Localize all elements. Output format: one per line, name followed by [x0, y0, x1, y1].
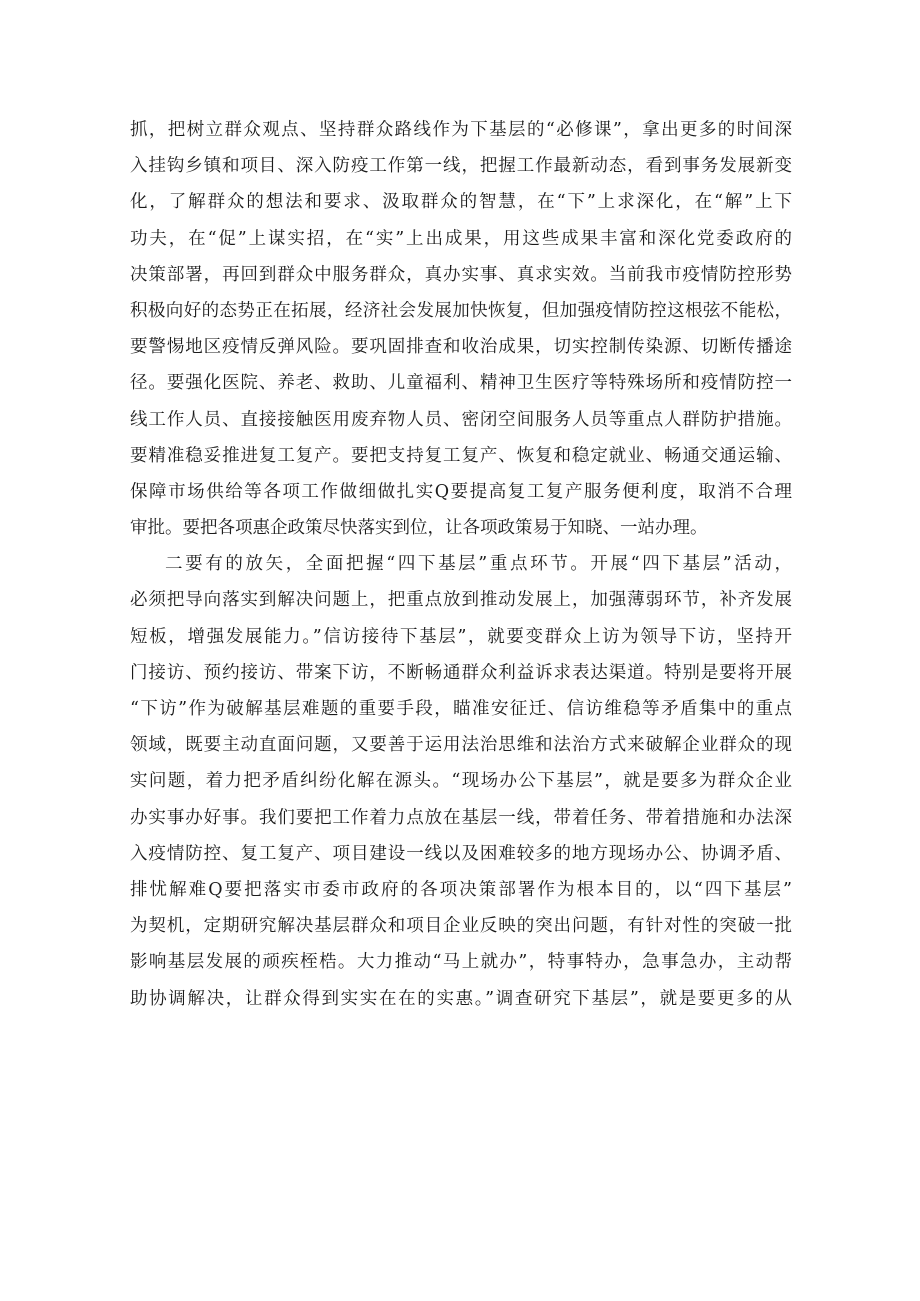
paragraph-2 [130, 546, 792, 1016]
text-line: 审批。要把各项惠企政策尽快落实到位，让各项政策易于知晓、一站办理。 [130, 518, 708, 539]
text-line: 影响基层发展的顽疾桎梏。大力推动“马上就办”，特事特办，急事急办，主动帮 [130, 952, 792, 973]
text-line: 决策部署，再回到群众中服务群众，真办实事、真求实效。当前我市疫情防控形势 [130, 264, 792, 285]
text-line: 短板，增强发展能力。”信访接待下基层”，就要变群众上访为领导下访，坚持开 [130, 626, 792, 647]
text-line: 助协调解决，让群众得到实实在在的实惠。”调查研究下基层”，就是要更多的从 [130, 988, 792, 1009]
text-line: 抓，把树立群众观点、坚持群众路线作为下基层的“必修课”，拿出更多的时间深 [130, 120, 792, 140]
text-line: 领域，既要主动直面问题，又要善于运用法治思维和法治方式来破解企业群众的现 [130, 735, 792, 756]
text-line: 排忧解难Q要把落实市委市政府的各项决策部署作为根本目的，以“四下基层” [130, 879, 792, 900]
paragraph-1 [130, 112, 792, 546]
text-line: 化，了解群众的想法和要求、汲取群众的智慧，在“下”上求深化，在“解”上下 [130, 192, 792, 213]
text-line: 要精准稳妥推进复工复产。要把支持复工复产、恢复和稳定就业、畅通交通运输、 [130, 445, 792, 466]
text-line: 办实事办好事。我们要把工作着力点放在基层一线，带着任务、带着措施和办法深 [130, 807, 792, 828]
text-line: 功夫，在“促”上谋实招，在“实”上出成果，用这些成果丰富和深化党委政府的 [130, 228, 792, 249]
text-line: 必须把导向落实到解决问题上，把重点放到推动发展上，加强薄弱环节，补齐发展 [130, 590, 792, 611]
text-line: 入挂钩乡镇和项目、深入防疫工作第一线，把握工作最新动态，看到事务发展新变 [130, 156, 792, 177]
text-line: 二要有的放矢，全面把握“四下基层”重点环节。开展“四下基层”活动， [165, 554, 792, 575]
text-line: 线工作人员、直接接触医用废弃物人员、密闭空间服务人员等重点人群防护措施。 [130, 409, 792, 430]
document-body [130, 112, 792, 1017]
text-line: 为契机，定期研究解决基层群众和项目企业反映的突出问题，有针对性的突破一批 [130, 916, 792, 937]
text-line: 实问题，着力把矛盾纠纷化解在源头。“现场办公下基层”，就是要多为群众企业 [130, 771, 792, 792]
text-line: 保障市场供给等各项工作做细做扎实Q要提高复工复产服务便利度，取消不合理 [130, 481, 792, 502]
text-line: 入疫情防控、复工复产、项目建设一线以及困难较多的地方现场办公、协调矛盾、 [130, 843, 792, 864]
text-line: 径。要强化医院、养老、救助、儿童福利、精神卫生医疗等特殊场所和疫情防控一 [130, 373, 792, 394]
text-line: “下访”作为破解基层难题的重要手段，瞄准安征迁、信访维稳等矛盾集中的重点 [130, 699, 792, 719]
text-line: 积极向好的态势正在拓展，经济社会发展加快恢复，但加强疫情防控这根弦不能松， [130, 300, 792, 321]
text-line: 要警惕地区疫情反弹风险。要巩固排查和收治成果，切实控制传染源、切断传播途 [130, 337, 792, 358]
text-line: 门接访、预约接访、带案下访，不断畅通群众利益诉求表达渠道。特别是要将开展 [130, 662, 792, 683]
